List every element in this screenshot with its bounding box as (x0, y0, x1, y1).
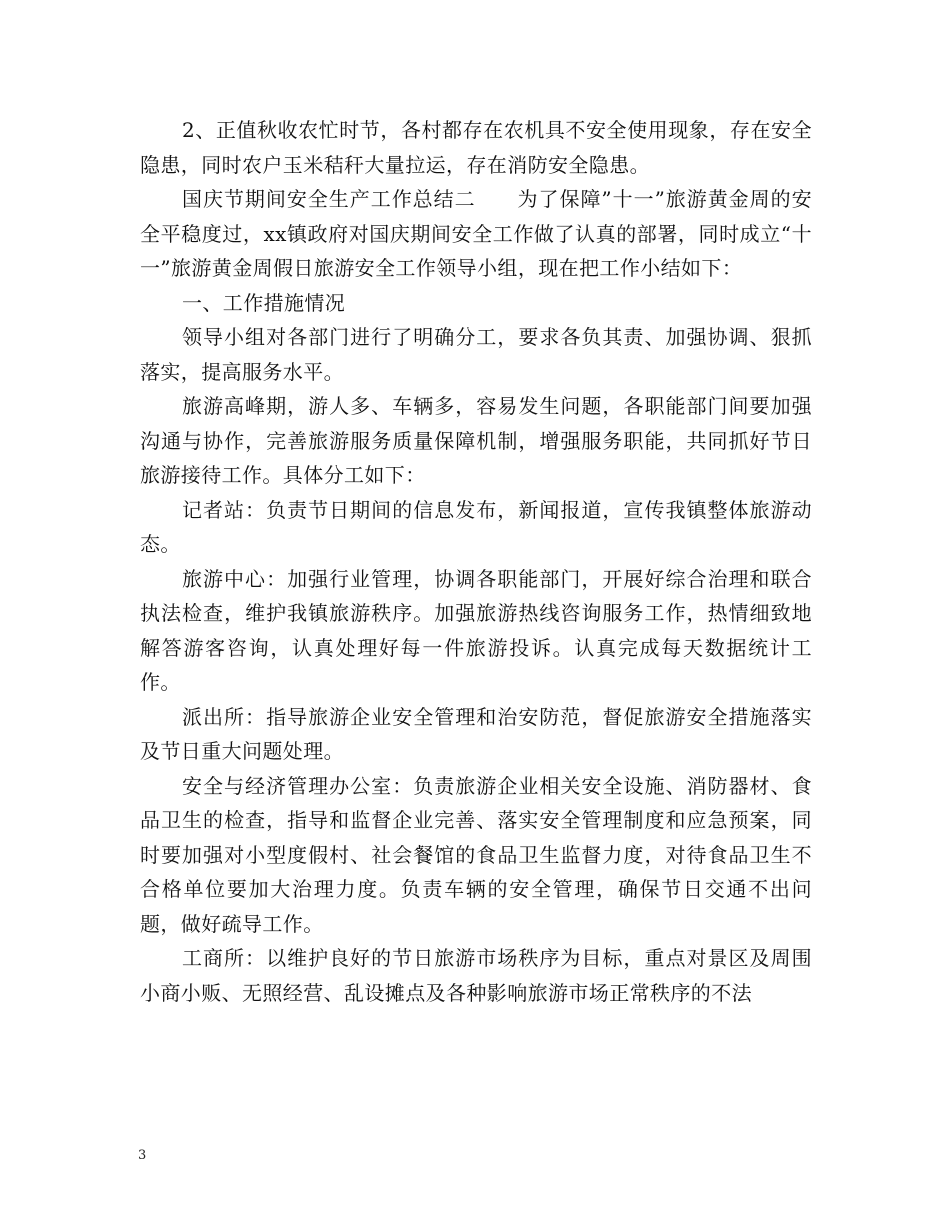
document-body (140, 113, 812, 1010)
paragraph-4: 领导小组对各部门进行了明确分工，要求各负其责、加强协调、狠抓落实，提高服务水平。 (140, 325, 812, 384)
section-heading-work-measures: 一、工作措施情况 (182, 290, 346, 315)
paragraph-5: 旅游高峰期，游人多、车辆多，容易发生问题，各职能部门间要加强沟通与协作，完善旅游服务质量保障机制，增强服务职能，共同抓好节日旅游接待工作。具体分工如下： (140, 394, 812, 487)
paragraph-8: 派出所：指导旅游企业安全管理和治安防范，督促旅游安全措施落实及节日重大问题处理。 (140, 704, 812, 763)
page-number: 3 (138, 1148, 147, 1163)
paragraph-1: 2、正值秋收农忙时节，各村都存在农机具不安全使用现象，存在安全隐患，同时农户玉米秸秆大量拉运，存在消防安全隐患。 (140, 118, 812, 177)
paragraph-10: 工商所：以维护良好的节日旅游市场秩序为目标，重点对景区及周围小商小贩、无照经营、乱设摊点及各种影响旅游市场正常秩序的不法 (140, 946, 812, 1005)
paragraph-2: 国庆节期间安全生产工作总结二 为了保障”十一”旅游黄金周的安全平稳度过，xx镇政府对国庆期间安全工作做了认真的部署，同时成立“十一”旅游黄金周假日旅游安全工作领导小组，现在把工作小结如下： (140, 187, 812, 280)
paragraph-9: 安全与经济管理办公室：负责旅游企业相关安全设施、消防器材、食品卫生的检查，指导和监督企业完善、落实安全管理制度和应急预案，同时要加强对小型度假村、社会餐馆的食品卫生监督力度，对待食品卫生不合格单位要加大治理力度。负责车辆的安全管理，确保节日交通不出问题，做好疏导工作。 (140, 773, 812, 936)
paragraph-7: 旅游中心：加强行业管理，协调各职能部门，开展好综合治理和联合执法检查，维护我镇旅游秩序。加强旅游热线咨询服务工作，热情细致地解答游客咨询，认真处理好每一件旅游投诉。认真完成每天数据统计工作。 (140, 566, 812, 694)
paragraph-6: 记者站：负责节日期间的信息发布，新闻报道，宣传我镇整体旅游动态。 (140, 497, 812, 556)
